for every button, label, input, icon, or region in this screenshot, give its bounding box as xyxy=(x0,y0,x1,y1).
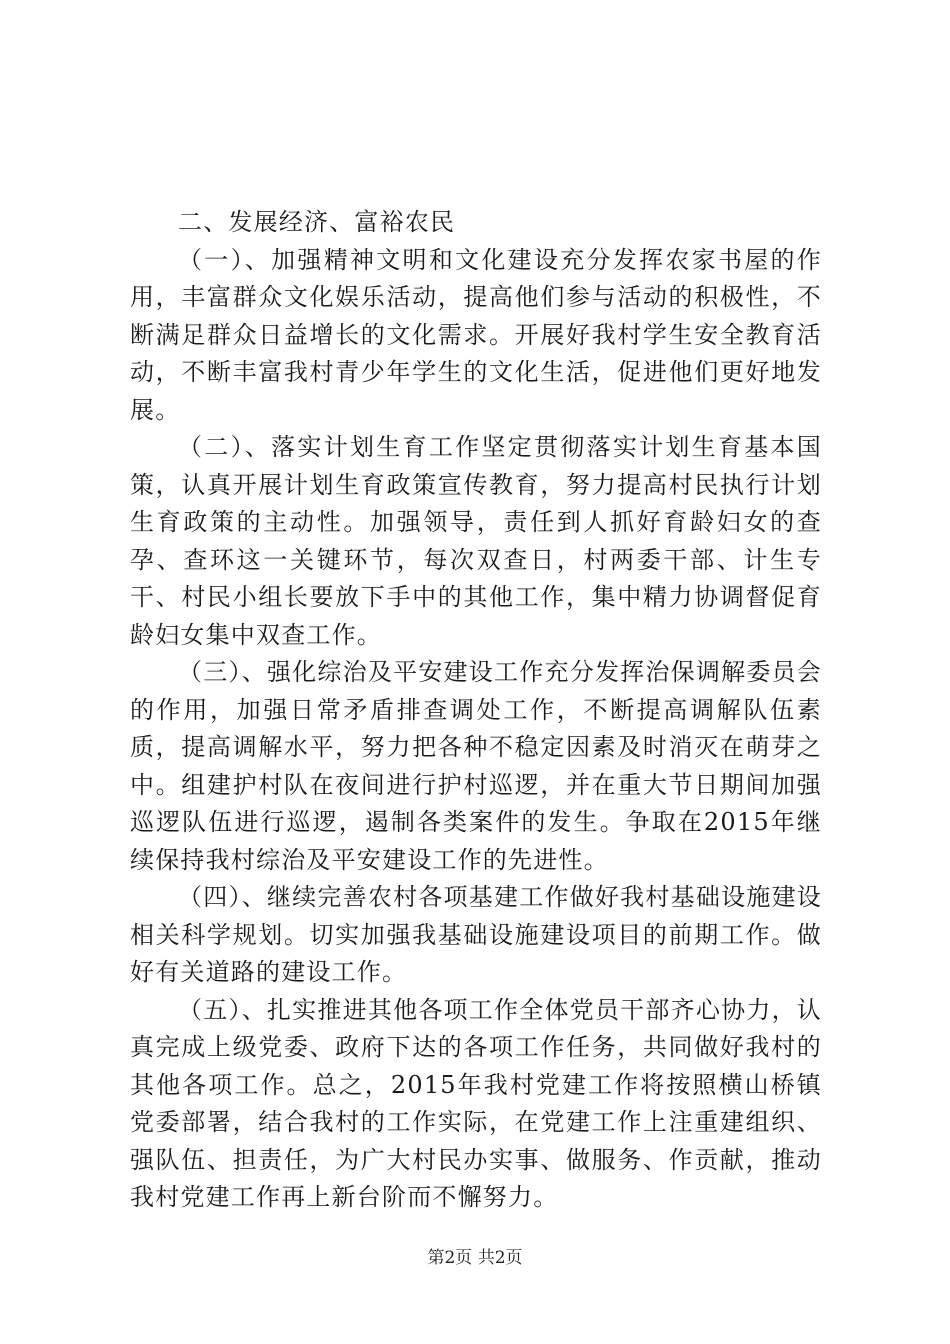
paragraph-5: （五）、扎实推进其他各项工作全体党员干部齐心协力，认真完成上级党委、政府下达的各项工作任务，共同做好我村的其他各项工作。总之，2015年我村党建工作将按照横山桥镇党委部署，结合我村的工作实际，在党建工作上注重建组织、强队伍、担责任，为广大村民办实事、做服务、作贡献，推动我村党建工作再上新台阶而不懈努力。 xyxy=(130,995,822,1211)
paragraph-2: （二）、落实计划生育工作坚定贯彻落实计划生育基本国策，认真开展计划生育政策宣传教育，努力提高村民执行计划生育政策的主动性。加强领导，责任到人抓好育龄妇女的查孕、查环这一关键环节，每次双查日，村两委干部、计生专干、村民小组长要放下手中的其他工作，集中精力协调督促育龄妇女集中双查工作。 xyxy=(130,433,822,649)
paragraph-4: （四）、继续完善农村各项基建工作做好我村基础设施建设相关科学规划。切实加强我基础设施建设项目的前期工作。做好有关道路的建设工作。 xyxy=(130,883,822,986)
document-body xyxy=(130,204,822,1217)
paragraph-1: （一）、加强精神文明和文化建设充分发挥农家书屋的作用，丰富群众文化娱乐活动，提高他们参与活动的积极性，不断满足群众日益增长的文化需求。开展好我村学生安全教育活动，不断丰富我村青少年学生的文化生活，促进他们更好地发展。 xyxy=(130,245,822,424)
section-heading: 二、发展经济、富裕农民 xyxy=(178,208,456,236)
paragraph-3: （三）、强化综治及平安建设工作充分发挥治保调解委员会的作用，加强日常矛盾排查调处工作，不断提高调解队伍素质，提高调解水平，努力把各种不稳定因素及时消灭在萌芽之中。组建护村队在夜间进行护村巡逻，并在重大节日期间加强巡逻队伍进行巡逻，遏制各类案件的发生。争取在2015年继续保持我村综治及平安建设工作的先进性。 xyxy=(130,658,822,874)
page-number-footer: 第2页 共2页 xyxy=(427,1248,523,1268)
